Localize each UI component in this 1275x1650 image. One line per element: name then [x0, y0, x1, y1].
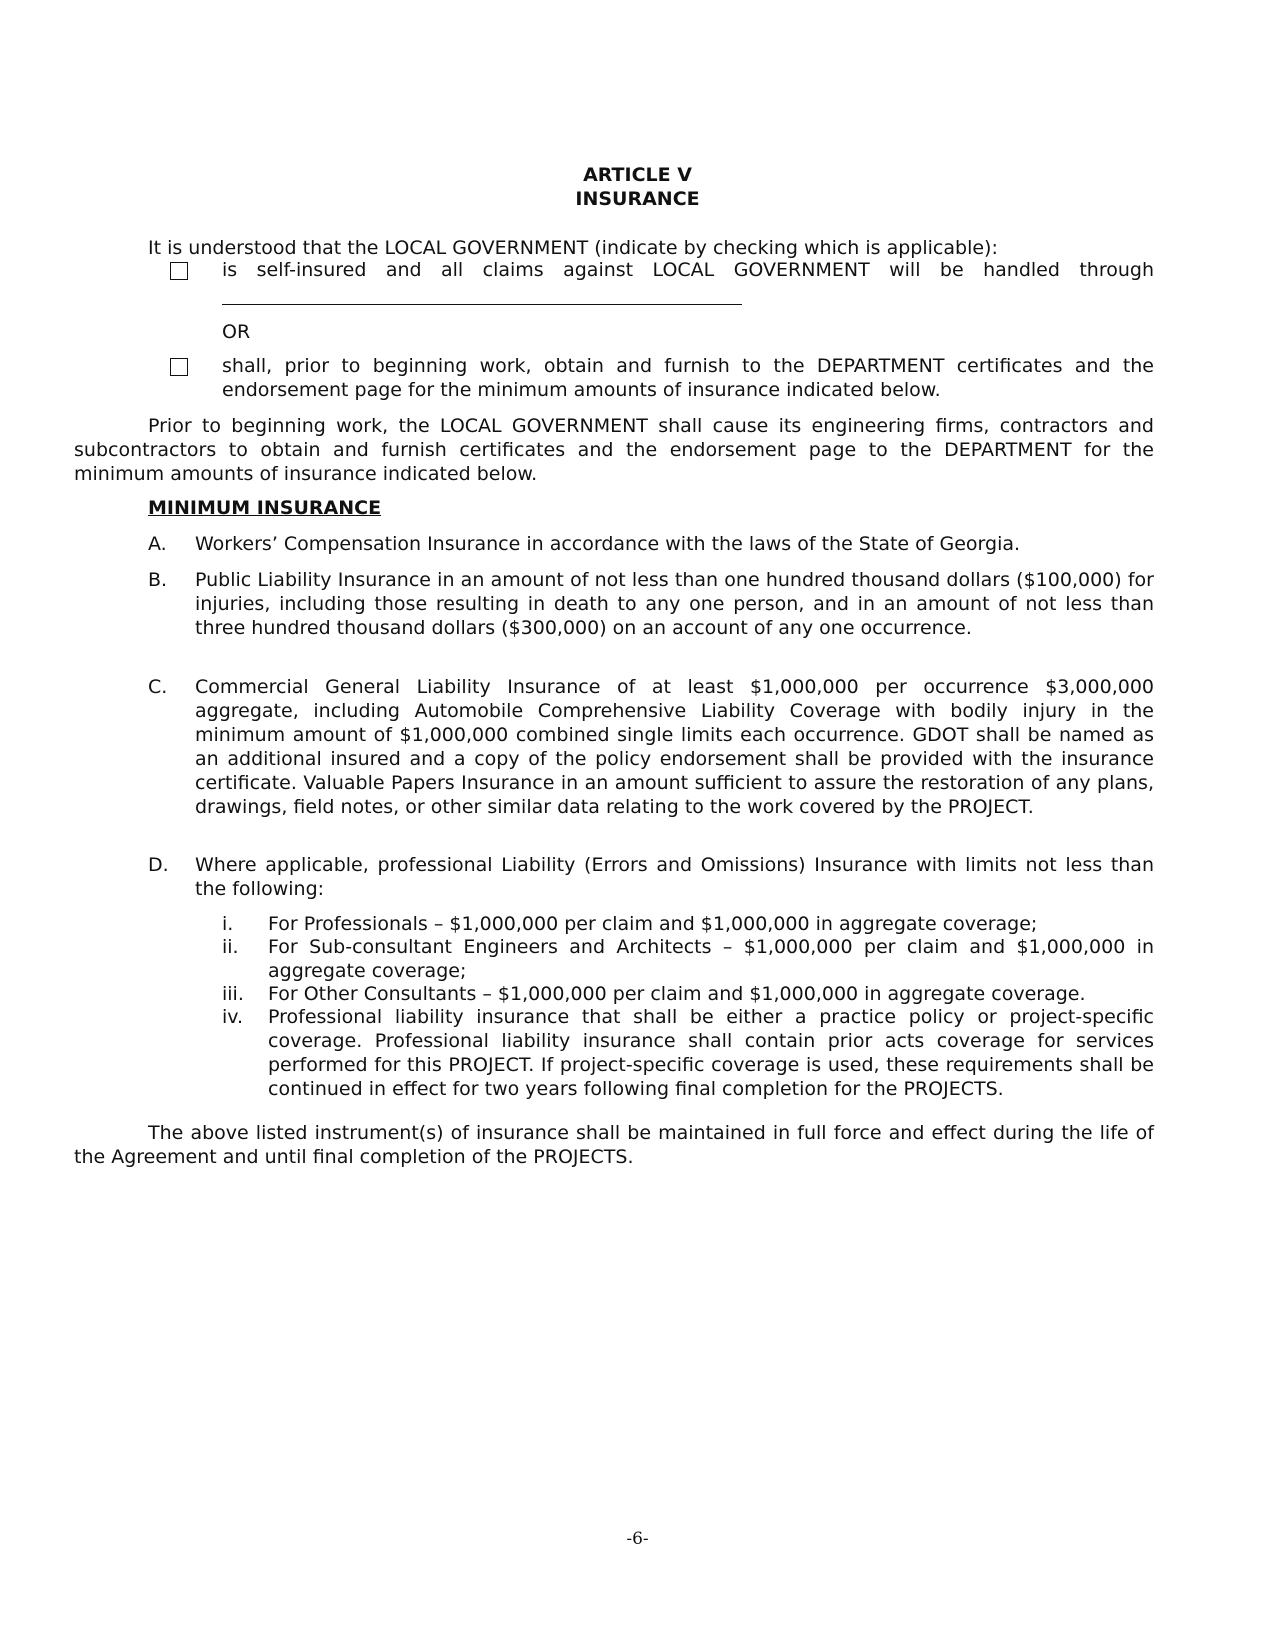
page-number: -6- — [626, 1529, 649, 1549]
furnish-certificates-checkbox[interactable] — [170, 358, 188, 376]
closing-paragraph: The above listed instrument(s) of insurance shall be maintained in full force and effect during the life of the Agreement and until final completion of the PROJECTS. — [74, 1122, 1154, 1168]
item-public-liability: Public Liability Insurance in an amount of not less than one hundred thousand dollars ($100,000) for injuries, including those resulting in death to any one person, and in an amount of not less than three hundred thousand dollars ($300,000) on an account of any one occurrence. — [195, 569, 1154, 639]
handler-blank-line[interactable] — [222, 304, 742, 305]
option-self-insured-text: is self-insured and all claims against LOCAL GOVERNMENT will be handled through — [222, 259, 1154, 281]
subitem-practice-policy: Professional liability insurance that shall be either a practice policy or project-specific coverage. Professional liability insurance shall contain prior acts coverage for services performed for this PROJECT. If project-specific coverage is used, these requirements shall be continued in effect for two years following final completion for the PROJECTS. — [268, 1006, 1154, 1100]
subitem-marker: ii. — [222, 936, 239, 958]
subitem-marker: iii. — [222, 983, 244, 1005]
item-marker: D. — [148, 854, 169, 876]
item-marker: A. — [148, 533, 167, 555]
item-marker: C. — [148, 676, 168, 698]
option-furnish-certificates-text: shall, prior to beginning work, obtain and furnish to the DEPARTMENT certificates and the endorsement page for the minimum amounts of insurance indicated below. — [222, 355, 1154, 401]
subitem-marker: iv. — [222, 1006, 244, 1028]
item-marker: B. — [148, 569, 168, 591]
item-commercial-general-liability: Commercial General Liability Insurance of at least $1,000,000 per occurrence $3,000,000 aggregate, including Automobile Comprehensive Liability Coverage with bodily injury in the minimum amount of $1,000,000 combined single limits each occurrence. GDOT shall be named as an additional insured and a copy of the policy endorsement shall be provided with the insurance certificate. Valuable Papers Insurance in an amount sufficient to assure the restoration of any plans, drawings, field notes, or other similar data relating to the work covered by the PROJECT. — [195, 676, 1154, 818]
self-insured-checkbox[interactable] — [170, 262, 188, 280]
or-label: OR — [222, 321, 251, 343]
intro-text: It is understood that the LOCAL GOVERNMENT (indicate by checking which is applicable): — [148, 237, 998, 259]
article-number: ARTICLE V — [583, 164, 692, 186]
subitem-marker: i. — [222, 913, 234, 935]
article-title: INSURANCE — [575, 188, 700, 210]
item-professional-liability: Where applicable, professional Liability (Errors and Omissions) Insurance with limits not less than the following: — [195, 854, 1154, 900]
subitem-sub-consultants: For Sub-consultant Engineers and Architects – $1,000,000 per claim and $1,000,000 in aggregate coverage; — [268, 936, 1154, 982]
item-workers-compensation: Workers’ Compensation Insurance in accordance with the laws of the State of Georgia. — [195, 533, 1021, 555]
prior-to-work-paragraph: Prior to beginning work, the LOCAL GOVERNMENT shall cause its engineering firms, contractors and subcontractors to obtain and furnish certificates and the endorsement page to the DEPARTMENT for the minimum amounts of insurance indicated below. — [74, 415, 1154, 485]
minimum-insurance-heading: MINIMUM INSURANCE — [148, 497, 382, 519]
subitem-other-consultants: For Other Consultants – $1,000,000 per claim and $1,000,000 in aggregate coverage. — [268, 983, 1086, 1005]
subitem-professionals: For Professionals – $1,000,000 per claim and $1,000,000 in aggregate coverage; — [268, 913, 1038, 935]
